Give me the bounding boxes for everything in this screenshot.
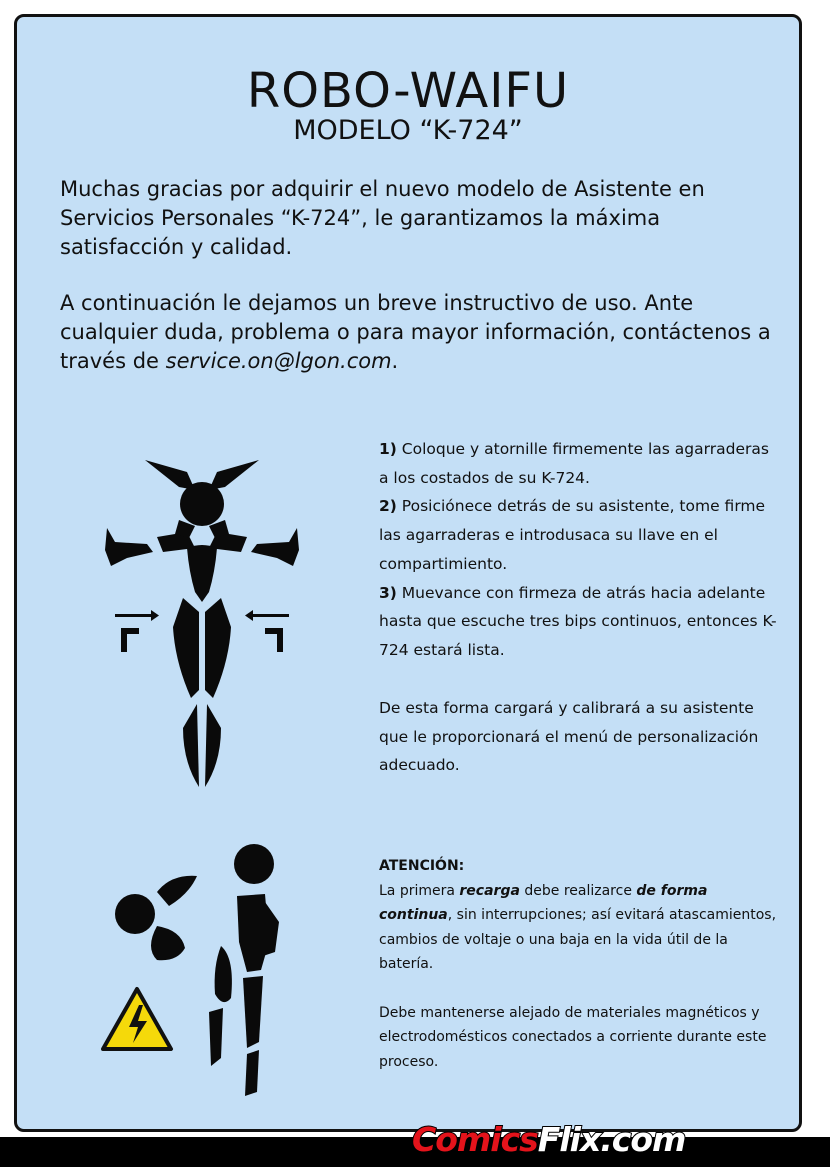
step-text: Posiciónece detrás de su asistente, tome firme las agarraderas e introdusaca su llave en el compartimiento. bbox=[379, 497, 766, 573]
step-text: Muevance con firmeza de atrás hacia adelante hasta que escuche tres bips continuos, entonces K-724 estará lista. bbox=[379, 583, 777, 659]
logo-part-2: Flix.com bbox=[537, 1120, 686, 1159]
attention-text: La primera bbox=[379, 882, 460, 899]
step-3 bbox=[379, 579, 779, 665]
instructions-list bbox=[379, 435, 779, 665]
attention-heading: ATENCIÓN: bbox=[379, 858, 465, 874]
high-voltage-warning-icon bbox=[99, 985, 175, 1053]
logo-part-1: Comics bbox=[412, 1120, 538, 1159]
intro-text: A continuación le dejamos un breve instructivo de uso. Ante cualquier duda, problema o para mayor información, contáctenos a través de bbox=[60, 291, 771, 373]
intro-period: . bbox=[391, 349, 399, 373]
intro-paragraph-1: Muchas gracias por adquirir el nuevo modelo de Asistente en Servicios Personales “K-724”, le garantizamos la máxima satisfacción y calidad. bbox=[60, 177, 705, 259]
site-logo[interactable] bbox=[412, 1120, 685, 1160]
robot-diagram-icon bbox=[87, 442, 317, 787]
step-number: 3) bbox=[379, 583, 397, 602]
attention-text: debe realizarce bbox=[519, 882, 637, 899]
attention-text: , sin interrupciones; así evitará atascamientos, cambios de voltaje o una baja en la vida útil de la batería. bbox=[379, 907, 777, 972]
attention-paragraph-1 bbox=[379, 879, 779, 977]
after-steps-paragraph: De esta forma cargará y calibrará a su asistente que le proporcionará el menú de personalización adecuado. bbox=[379, 699, 759, 775]
step-text: Coloque y atornille firmemente las agarraderas a los costados de su K-724. bbox=[379, 440, 769, 487]
step-number: 1) bbox=[379, 440, 397, 458]
step-2 bbox=[379, 492, 779, 578]
contact-email[interactable]: service.on@lgon.com bbox=[165, 349, 392, 373]
intro-paragraph-2 bbox=[60, 289, 780, 376]
page-title: ROBO-WAIFU bbox=[246, 63, 570, 119]
step-number: 2) bbox=[379, 497, 397, 516]
step-1 bbox=[379, 435, 779, 492]
page-subtitle: MODELO “K-724” bbox=[293, 115, 523, 146]
instruction-card bbox=[14, 14, 802, 1132]
attention-emphasis: recarga bbox=[459, 882, 520, 899]
attention-section bbox=[379, 854, 779, 1074]
attention-emphasis: de forma continua bbox=[379, 882, 708, 923]
attention-paragraph-2: Debe mantenerse alejado de materiales magnéticos y electrodomésticos conectados a corriente durante este proceso. bbox=[379, 1004, 767, 1070]
couple-silhouette-icon bbox=[97, 822, 307, 1102]
